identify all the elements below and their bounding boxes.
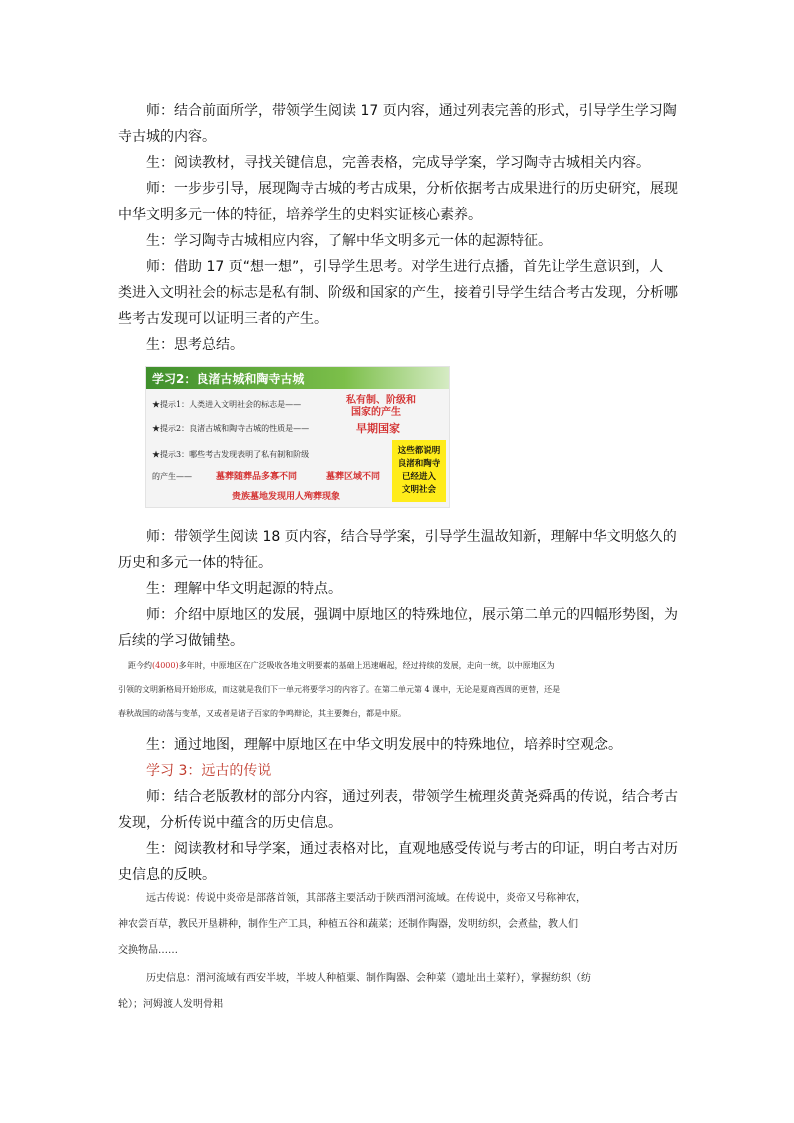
history-note-line-1: 历史信息：渭河流域有西安半坡，半坡人种植粟、制作陶器、会种菜（遗址出土菜籽），掌握纺织（纺	[146, 973, 591, 984]
paragraph-student-4: 生：理解中华文明起源的特点。	[146, 581, 342, 597]
paragraph-teacher-2a: 师：一步步引导，展现陶寺古城的考古成果，分析依据考古成果进行的历史研究，展现	[146, 181, 678, 197]
paragraph-student-3: 生：思考总结。	[146, 337, 244, 353]
legend-note-line-1: 远古传说：传说中炎帝是部落首领，其部落主要活动于陕西渭河流域。在传说中，炎帝又号称神农，	[146, 893, 586, 904]
slide-hint-1-answer-a: 私有制、阶级和	[346, 395, 416, 406]
paragraph-teacher-1a: 师：结合前面所学，带领学生阅读 17 页内容，通过列表完善的形式，引导学生学习陶	[146, 103, 677, 119]
history-note-line-2: 轮）；河姆渡人发明骨耜	[118, 999, 223, 1010]
paragraph-teacher-6b: 发现，分析传说中蕴含的历史信息。	[118, 815, 342, 831]
paragraph-student-6a: 生：阅读教材和导学案，通过表格对比，直观地感受传说与考古的印证，明白考古对历	[146, 841, 678, 857]
paragraph-teacher-5b: 后续的学习做铺垫。	[118, 633, 244, 649]
slide-conclusion-line-1: 这些都说明	[397, 446, 441, 456]
excerpt-line-2: 引领的文明新格局开始形成，而这就是我们下一单元将要学习的内容了。在第二单元第 4 课中，无论是夏商西周的更替，还是	[118, 685, 561, 694]
slide-conclusion-line-2: 良渚和陶寺	[397, 459, 441, 469]
paragraph-teacher-3c: 些考古发现可以证明三者的产生。	[118, 311, 328, 327]
section-heading-study-3: 学习 3：远古的传说	[146, 763, 272, 779]
slide-hint-3b: 的产生——	[152, 472, 192, 481]
excerpt-line-1-post: 多年时，中原地区在广泛吸收各地文明要素的基础上迅速崛起，经过持续的发展，走向一统，以中原地区为	[178, 661, 555, 670]
slide-hint-1: ★提示1：人类进入文明社会的标志是——	[152, 400, 302, 409]
slide-conclusion-line-4: 文明社会	[401, 485, 436, 495]
slide-hint-1-answer-b: 国家的产生	[351, 407, 401, 418]
slide-title-bar	[146, 367, 450, 389]
legend-note-line-3: 交换物品……	[118, 945, 178, 956]
slide-title: 学习2：良渚古城和陶寺古城	[152, 372, 305, 386]
paragraph-teacher-4b: 历史和多元一体的特征。	[118, 555, 272, 571]
slide-hint-3-answer-c: 贵族墓地发现用人殉葬现象	[232, 492, 341, 502]
excerpt-line-3: 春秋战国的动荡与变革，又或者是诸子百家的争鸣辩论，其主要舞台，都是中原。	[118, 709, 406, 718]
paragraph-teacher-4a: 师：带领学生阅读 18 页内容，结合导学案，引导学生温故知新，理解中华文明悠久的	[146, 529, 677, 545]
excerpt-line-1-pre: 距今约	[128, 661, 152, 670]
paragraph-teacher-3b: 类进入文明社会的标志是私有制、阶级和国家的产生，接着引导学生结合考古发现，分析哪	[118, 285, 678, 301]
paragraph-student-6b: 史信息的反映。	[118, 867, 216, 883]
paragraph-teacher-3a: 师：借助 17 页“想一想”，引导学生思考。对学生进行点播，首先让学生意识到，人	[146, 259, 664, 275]
paragraph-student-1: 生：阅读教材，寻找关键信息，完善表格，完成导学案，学习陶寺古城相关内容。	[146, 155, 650, 171]
legend-note-line-2: 神农尝百草，教民开垦耕种，制作生产工具，种植五谷和蔬菜；还制作陶器，发明纺织，会煮盐，教人们	[118, 919, 578, 930]
paragraph-teacher-5a: 师：介绍中原地区的发展，强调中原地区的特殊地位，展示第二单元的四幅形势图，为	[146, 607, 678, 623]
paragraph-teacher-6a: 师：结合老版教材的部分内容，通过列表，带领学生梳理炎黄尧舜禹的传说，结合考古	[146, 789, 678, 805]
excerpt-year: (4000)	[152, 661, 179, 670]
slide-hint-2-answer: 早期国家	[356, 422, 400, 435]
paragraph-student-5: 生：通过地图，理解中原地区在中华文明发展中的特殊地位，培养时空观念。	[146, 737, 622, 753]
slide-hint-3-answer-a: 墓葬随葬品多寡不同	[216, 472, 298, 482]
excerpt-line-1	[128, 656, 698, 676]
slide-hint-2: ★提示2：良渚古城和陶寺古城的性质是——	[152, 424, 310, 433]
slide-conclusion-box	[392, 440, 446, 502]
paragraph-student-2: 生：学习陶寺古城相应内容，了解中华文明多元一体的起源特征。	[146, 233, 552, 249]
slide-conclusion-line-3: 已经进入	[401, 472, 436, 482]
lesson-slide-image	[145, 366, 450, 508]
slide-hint-3a: ★提示3：哪些考古发现表明了私有制和阶级	[152, 450, 310, 459]
paragraph-teacher-1b: 寺古城的内容。	[118, 129, 216, 145]
paragraph-teacher-2b: 中华文明多元一体的特征，培养学生的史料实证核心素养。	[118, 207, 482, 223]
slide-hint-3-answer-b: 墓葬区域不同	[326, 472, 381, 482]
